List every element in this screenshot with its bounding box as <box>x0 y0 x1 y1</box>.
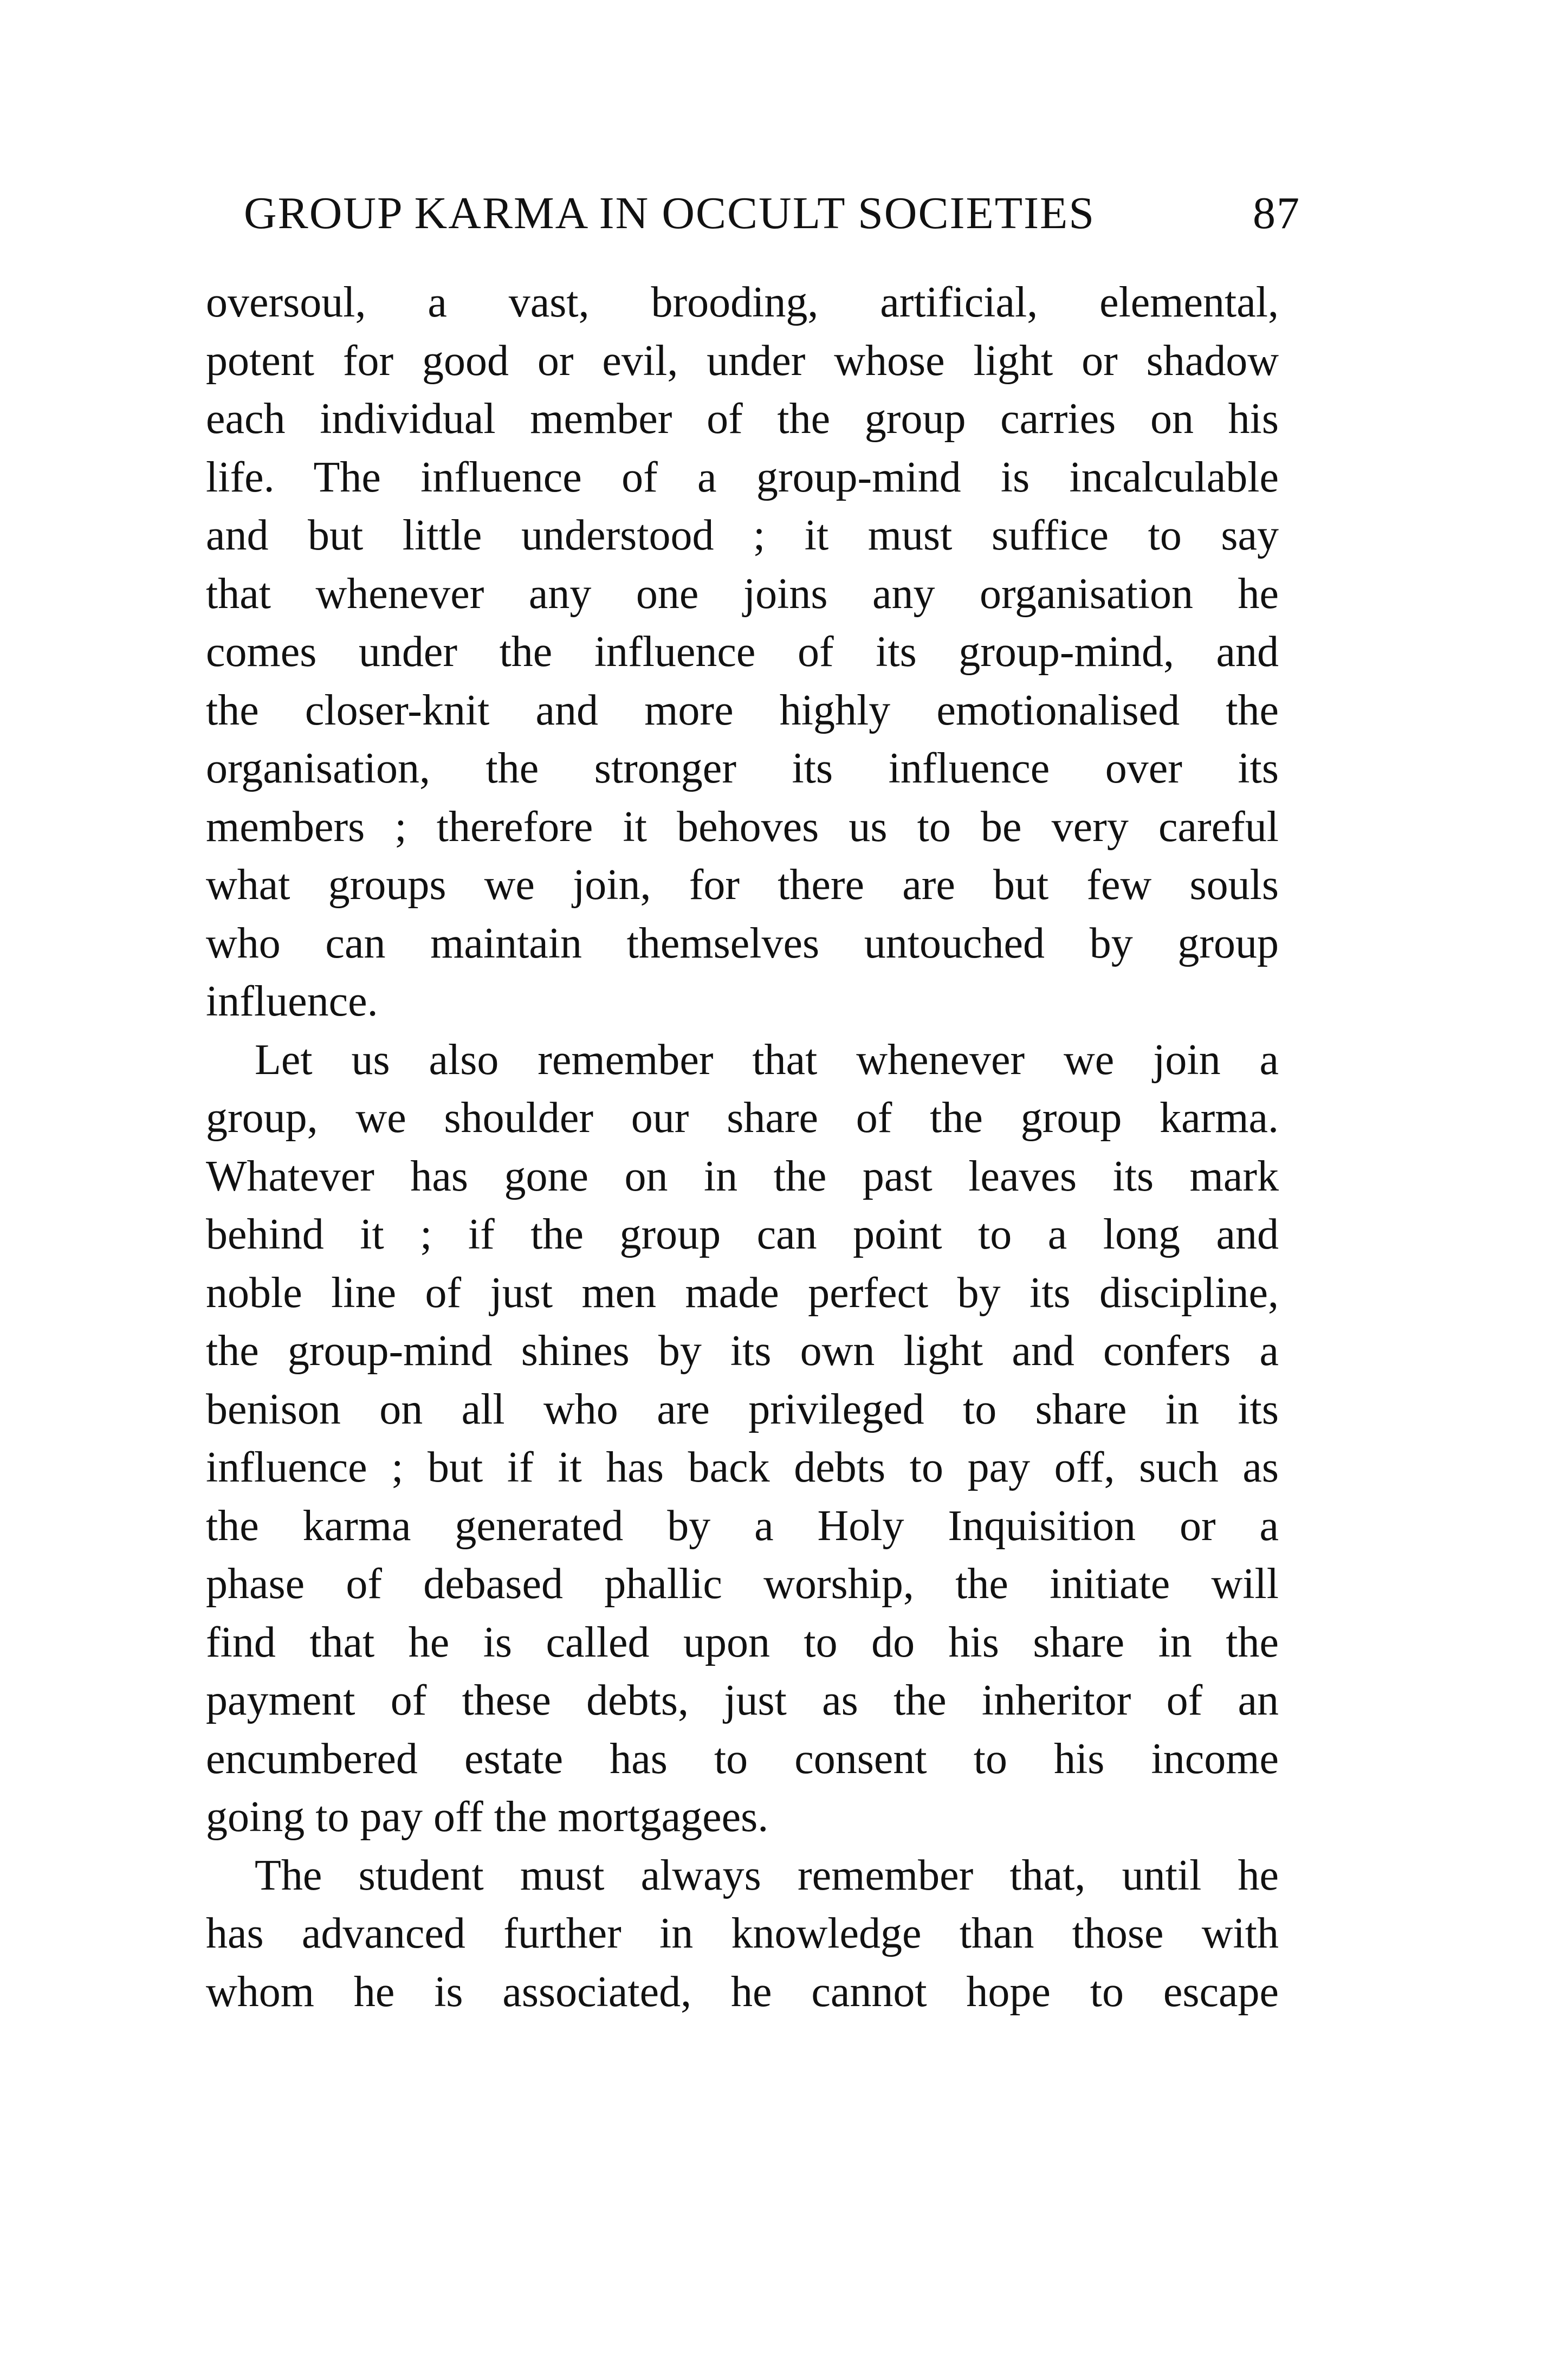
text-line: who can maintain themselves untouched by group <box>206 919 1279 967</box>
body-text <box>206 274 1279 2021</box>
text-line: encumbered estate has to consent to his income <box>206 1735 1279 1783</box>
paragraph <box>206 274 1279 1031</box>
text-line: whom he is associated, he cannot hope to escape <box>206 1968 1279 2016</box>
text-line: Whatever has gone on in the past leaves its mark <box>206 1152 1279 1200</box>
text-line: the group-mind shines by its own light and confers a <box>206 1327 1279 1375</box>
text-line: oversoul, a vast, brooding, artificial, elemental, <box>206 279 1279 326</box>
text-line: comes under the influence of its group-mind, and <box>206 628 1279 676</box>
text-line: members ; therefore it behoves us to be very careful <box>206 803 1279 851</box>
text-line: influence ; but if it has back debts to pay off, such as <box>206 1444 1279 1491</box>
page-number: 87 <box>1253 188 1300 238</box>
text-line: that whenever any one joins any organisation he <box>206 570 1279 618</box>
text-line: The student must always remember that, until he <box>255 1851 1279 1899</box>
text-line: and but little understood ; it must suffice to say <box>206 512 1279 559</box>
text-line: the karma generated by a Holy Inquisition or a <box>206 1502 1279 1550</box>
text-line: benison on all who are privileged to share in its <box>206 1385 1279 1433</box>
text-line: Let us also remember that whenever we join a <box>255 1036 1279 1084</box>
text-line: payment of these debts, just as the inheritor of an <box>206 1677 1279 1724</box>
text-line: what groups we join, for there are but few souls <box>206 861 1279 909</box>
text-line: has advanced further in knowledge than those with <box>206 1910 1279 1957</box>
text-line: noble line of just men made perfect by its discipline, <box>206 1269 1279 1317</box>
text-line: behind it ; if the group can point to a long and <box>206 1211 1279 1258</box>
text-line: group, we shoulder our share of the group karma. <box>206 1094 1279 1142</box>
text-line: influence. <box>206 978 378 1025</box>
text-line: the closer-knit and more highly emotionalised the <box>206 686 1279 734</box>
text-line: find that he is called upon to do his share in the <box>206 1618 1279 1666</box>
text-line: each individual member of the group carries on his <box>206 395 1279 443</box>
text-line: going to pay off the mortgagees. <box>206 1793 769 1841</box>
paragraph <box>206 1847 1279 2022</box>
text-line: potent for good or evil, under whose light or shadow <box>206 337 1279 385</box>
page-header <box>244 187 1300 252</box>
text-line: phase of debased phallic worship, the initiate will <box>206 1560 1279 1608</box>
paragraph <box>206 1031 1279 1847</box>
text-line: organisation, the stronger its influence over its <box>206 745 1279 792</box>
text-line: life. The influence of a group-mind is incalculable <box>206 453 1279 501</box>
running-head: GROUP KARMA IN OCCULT SOCIETIES <box>244 188 1096 238</box>
